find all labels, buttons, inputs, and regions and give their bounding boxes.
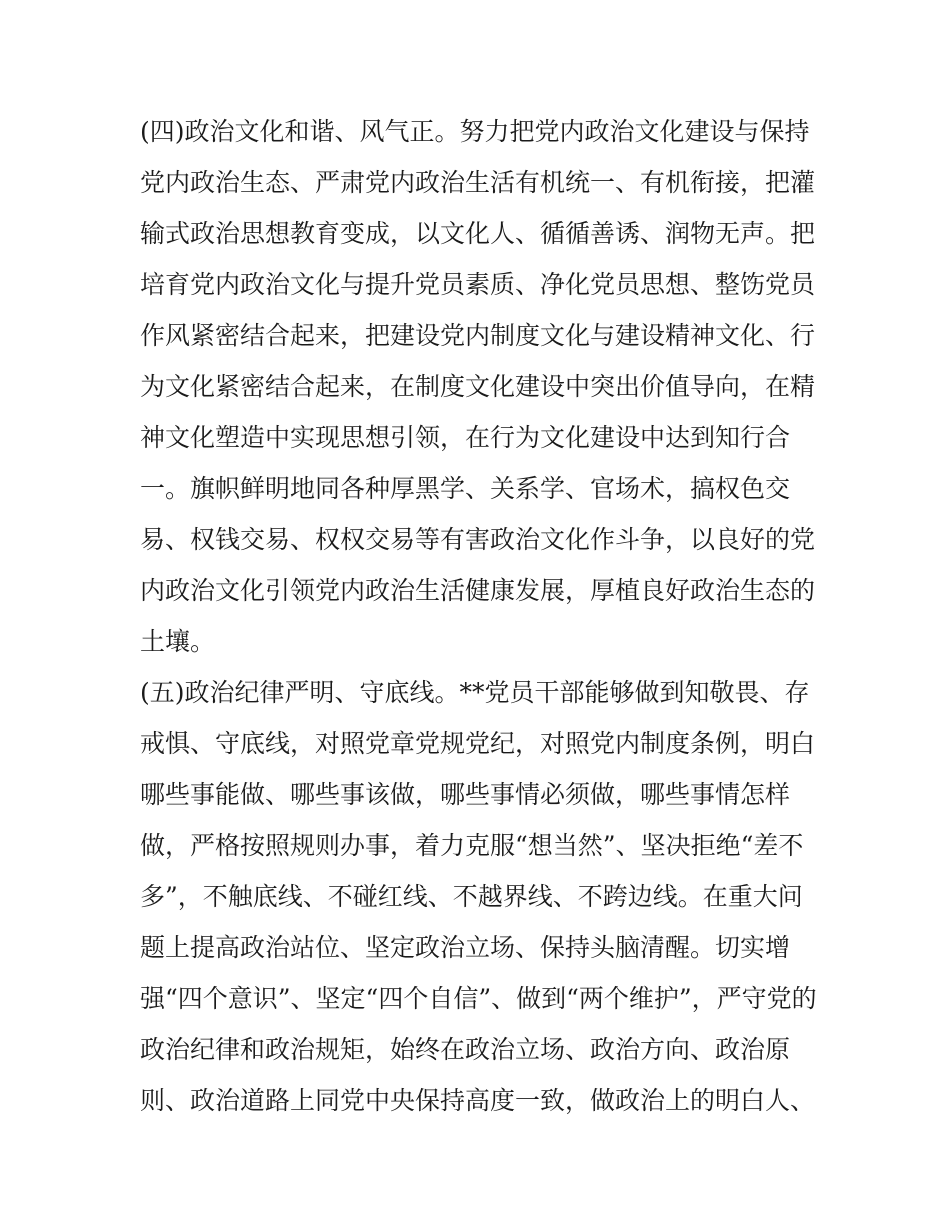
text-line: 强“四个意识”、坚定“四个自信”、做到“两个维护”，严守党的 [140, 984, 817, 1013]
text-line: 题上提高政治站位、坚定政治立场、保持头脑清醒。切实增 [140, 933, 791, 962]
text-line: 输式政治思想教育变成，以文化人、循循善诱、润物无声。把 [140, 219, 816, 248]
text-line: (五)政治纪律严明、守底线。**党员干部能够做到知敬畏、存 [140, 678, 810, 707]
text-line: (四)政治文化和谐、风气正。努力把党内政治文化建设与保持 [140, 117, 810, 146]
document-body [140, 106, 817, 1126]
text-line: 培育党内政治文化与提升党员素质、净化党员思想、整饬党员 [140, 270, 816, 299]
text-line: 多”，不触底线、不碰红线、不越界线、不跨边线。在重大问 [140, 882, 803, 911]
text-line: 内政治文化引领党内政治生活健康发展，厚植良好政治生态的 [140, 576, 816, 605]
text-line: 易、权钱交易、权权交易等有害政治文化作斗争，以良好的党 [140, 525, 816, 554]
text-line: 政治纪律和政治规矩，始终在政治立场、政治方向、政治原 [140, 1035, 791, 1064]
text-line: 哪些事能做、哪些事该做，哪些事情必须做，哪些事情怎样 [140, 780, 791, 809]
text-line: 做，严格按照规则办事，着力克服“想当然”、坚决拒绝“差不 [140, 831, 804, 860]
text-line: 为文化紧密结合起来，在制度文化建设中突出价值导向，在精 [140, 372, 816, 401]
text-line: 土壤。 [140, 627, 216, 656]
text-line: 作风紧密结合起来，把建设党内制度文化与建设精神文化、行 [140, 321, 816, 350]
text-line: 则、政治道路上同党中央保持高度一致，做政治上的明白人、 [140, 1086, 816, 1115]
text-line: 党内政治生态、严肃党内政治生活有机统一、有机衔接，把灌 [140, 168, 816, 197]
text-line: 一。旗帜鲜明地同各种厚黑学、关系学、官场术，搞权色交 [140, 474, 791, 503]
text-line: 戒惧、守底线，对照党章党规党纪，对照党内制度条例，明白 [140, 729, 816, 758]
text-line: 神文化塑造中实现思想引领，在行为文化建设中达到知行合 [140, 423, 791, 452]
